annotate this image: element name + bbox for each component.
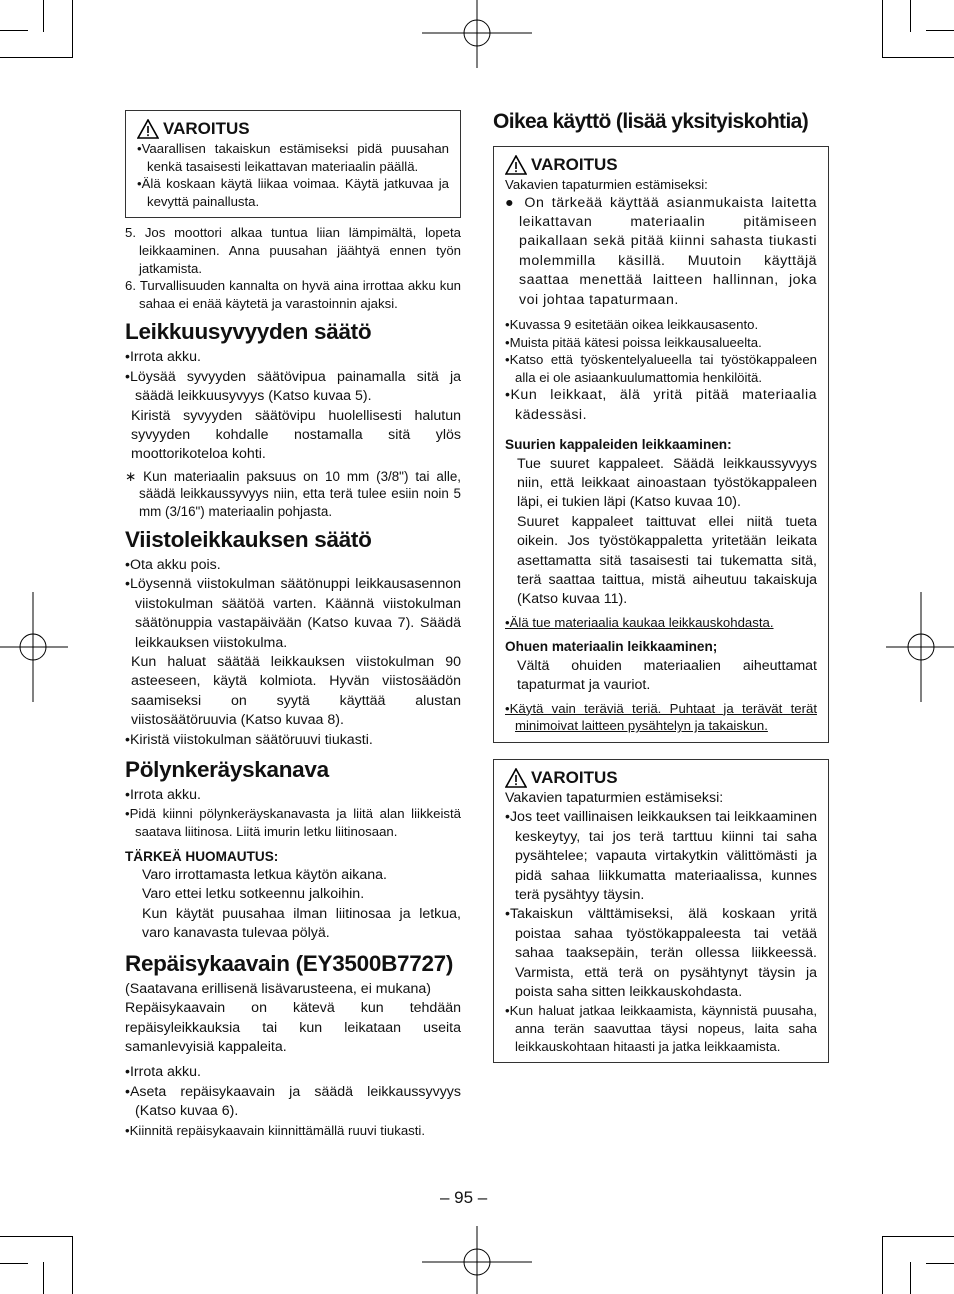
important-item: Varo irrottamasta letkua käytön aikana.: [142, 867, 387, 884]
warning-item: ● On tärkeää käyttää asianmukaista laitetta leikattavan materiaalin pitämiseen paikallaan sekä pitää kiinni sahasta tiukasti molemmilla käsillä. Muutoin käyttäjä saattaa menettää laitteen hallinnan, joka voi johtaa tapaturmaan.: [505, 194, 817, 308]
crop-mark: [43, 1262, 44, 1294]
registration-mark: [884, 592, 954, 702]
section-heading: Repäisykaavain (EY3500B7727): [125, 950, 454, 976]
warning-item: •Kuvassa 9 esitetään oikea leikkausasento.: [505, 317, 759, 333]
crop-mark: [0, 1263, 28, 1264]
crop-mark: [72, 1236, 73, 1294]
warning-item: •Kun haluat jatkaa leikkaamista, käynnistä puusaha, anna terän saavuttaa täysi nopeus, laita saha leikkauskohtaan hitaasti ja jatka leikkaamista.: [505, 1003, 817, 1054]
warning-item: •Älä koskaan käytä liikaa voimaa. Käytä jatkuvaa ja kevyttä painallusta.: [137, 176, 449, 209]
warning-item: •Muista pitää kätesi poissa leikkausalueelta.: [505, 334, 762, 350]
left-column: [125, 110, 461, 1139]
warning-intro: Vakavien tapaturmien estämiseksi:: [505, 789, 724, 806]
crop-mark: [926, 30, 954, 31]
important-title: TÄRKEÄ HUOMAUTUS:: [125, 848, 279, 864]
subheading: Suurien kappaleiden leikkaaminen:: [505, 437, 732, 453]
crop-mark: [0, 1236, 72, 1237]
warning-item: •Takaiskun välttämiseksi, älä koskaan yritä poistaa sahaa työstökappaleesta tai vetää sahaa taaksepäin, terän ollessa liikkeessä. Varmista, että terä on pysähtynyt täysin ja poista saha sitten leikkauskohdasta.: [505, 906, 817, 1000]
section-heading: Pölynkeräyskanava: [125, 757, 329, 783]
step-6: 6. Turvallisuuden kannalta on hyvä aina irrottaa akku kun sahaa ei enää käytetä ja varastoinnin ajaksi.: [125, 278, 461, 311]
paragraph: •Irrota akku.: [125, 787, 201, 804]
registration-mark: [0, 592, 70, 702]
section-heading: Viistoleikkauksen säätö: [125, 527, 372, 552]
section-heading: Leikkuusyvyyden säätö: [125, 319, 372, 345]
crop-mark: [926, 1263, 954, 1264]
subheading: Ohuen materiaalin leikkaaminen;: [505, 639, 718, 655]
paragraph: •Löysää syvyyden säätövipua painamalla sitä ja säädä leikkuusyvyys (Katso kuvaa 5).: [125, 368, 461, 405]
page-number: – 95 –: [440, 1188, 488, 1207]
paragraph: Suuret kappaleet taittuvat ellei niitä tueta oikein. Jos työstökappaletta yritetään leikata asettamatta sitä tasaisesti tai tukematta sitä, terä saattaa taittua, mistä aiheutuu takaiskuja (Katso kuvaa 11).: [517, 513, 817, 608]
warning-item: •Katso että työskentelyalueella tai työstökappaleen alla ei ole asiaankuulumattomia henkilöitä.: [505, 352, 817, 385]
note: ∗ Kun materiaalin paksuus on 10 mm (3/8") tai alle, säädä leikkaussyvyys niin, etta terä tulee esiin noin 5 mm (3/16") materiaalin pohjasta.: [125, 468, 461, 519]
registration-mark: [422, 1224, 532, 1294]
paragraph: Vältä ohuiden materiaalien aiheuttamat tapaturmat ja vauriot.: [517, 657, 817, 694]
important-item: Kun käytät puusahaa ilman liitinosaa ja letkua, varo kanavasta tulevaa pölyä.: [142, 905, 461, 942]
warning-box: [493, 759, 829, 1063]
warning-title: VAROITUS: [505, 155, 817, 175]
warning-item: •Käytä vain teräviä teriä. Puhtaat ja terävät terät minimoivat laitteen pysähtelyn ja takaiskun.: [505, 700, 817, 734]
crop-mark: [0, 57, 72, 58]
paragraph: Repäisykaavain on kätevä kun tehdään repäisyleikkauksia tai kun leikataan useita samanlevyisiä kappaleita.: [125, 1000, 461, 1055]
step-5: 5. Jos moottori alkaa tuntua liian lämpimältä, lopeta leikkaaminen. Anna puusahan jäähtyä ennen työn jatkamista.: [125, 225, 461, 276]
warning-triangle-icon: [505, 768, 527, 788]
paragraph: •Irrota akku.: [125, 1064, 201, 1081]
paragraph: •Löysennä viistokulman säätönuppi leikkausasennon viistokulman säätöä varten. Käännä viistokulman säätönuppia vastapäivään (Katso kuvaa 7). Säädä leikkauksen viistokulma.: [125, 576, 461, 651]
warning-box: [125, 110, 461, 218]
paragraph: Kun haluat säätää leikkauksen viistokulman 90 asteeseen, käytä kolmiota. Hyvän viistosäädön saamiseksi on syytä käyttää alustan viistosäätöruuvia (Katso kuvaa 8).: [131, 654, 461, 729]
important-item: Varo ettei letku sotkeennu jalkoihin.: [142, 886, 365, 903]
paragraph: •Aseta repäisykaavain ja säädä leikkaussyvyys (Katso kuvaa 6).: [125, 1083, 461, 1120]
paragraph: •Kiinnitä repäisykaavain kiinnittämällä ruuvi tiukasti.: [125, 1122, 426, 1138]
warning-title: VAROITUS: [505, 768, 817, 788]
crop-mark: [910, 0, 911, 32]
crop-mark: [910, 1262, 911, 1294]
warning-item: •Kun leikkaat, älä yritä pitää materiaalia kädessäsi.: [505, 387, 817, 423]
warning-title: VAROITUS: [137, 119, 449, 139]
warning-intro: Vakavien tapaturmien estämiseksi:: [505, 177, 708, 192]
warning-item: •Jos teet vaillinaisen leikkauksen tai leikkaaminen keskeytyy, tai jos terä tarttuu kiinni tai saha pysähtelee; vapauta virtakytkin välittömästi ja pidä sahaa liikkumatta materiaalissa, kunnes terä pysähtyy täysin.: [505, 809, 817, 903]
crop-mark: [72, 0, 73, 58]
crop-mark: [882, 1236, 954, 1237]
paragraph: •Ota akku pois.: [125, 557, 221, 573]
paragraph: •Kiristä viistokulman säätöruuvi tiukasti.: [125, 731, 373, 748]
right-column: [493, 108, 829, 1063]
paragraph: Tue suuret kappaleet. Säädä leikkaussyvyys niin, että leikkaat ainoastaan työstökappaleen läpi, ei tukien läpi (Katso kuvaa 10).: [517, 455, 817, 511]
crop-mark: [0, 30, 28, 31]
paragraph: •Irrota akku.: [125, 349, 201, 366]
crop-mark: [882, 1236, 883, 1294]
warning-item: •Vaarallisen takaiskun estämiseksi pidä puusahan kenkä tasaisesti leikattavan materiaalin päällä.: [137, 141, 449, 174]
section-heading: Oikea käyttö (lisää yksityiskohtia): [493, 110, 809, 133]
crop-mark: [882, 57, 954, 58]
paragraph: Kiristä syvyyden säätövipu huolellisesti halutun syvyyden kohdalle nostamalla sitä ylös moottorikoteloa kohti.: [131, 407, 461, 463]
paragraph: (Saatavana erillisenä lisävarusteena, ei mukana): [125, 980, 431, 997]
paragraph: •Pidä kiinni pölynkeräyskanavasta ja liitä alan liikkeistä saatava liitinosa. Liitä imurin letku liitinosaan.: [125, 806, 461, 840]
warning-triangle-icon: [505, 155, 527, 175]
registration-mark: [422, 0, 532, 70]
crop-mark: [882, 0, 883, 58]
warning-triangle-icon: [137, 119, 159, 139]
crop-mark: [43, 0, 44, 32]
warning-item: •Älä tue materiaalia kaukaa leikkauskohdasta.: [505, 614, 774, 630]
warning-box: [493, 146, 829, 743]
